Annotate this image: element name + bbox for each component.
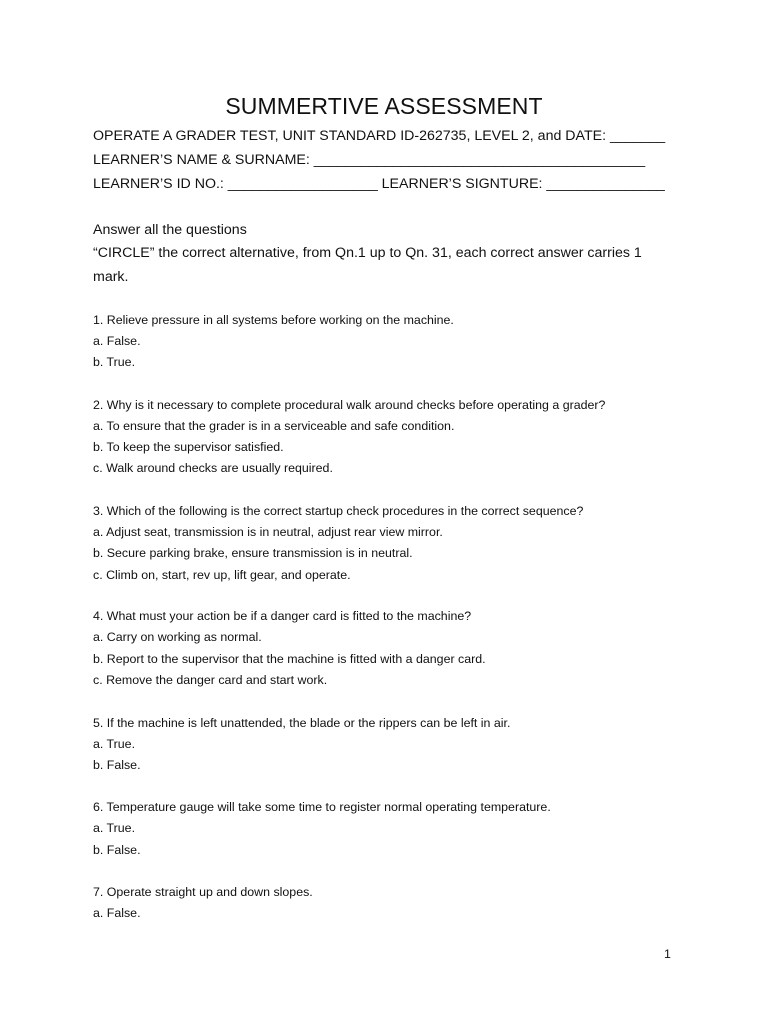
instructions-line: Answer all the questions (93, 222, 247, 238)
question-1-option-b: b. True. (93, 355, 136, 369)
learner-name-line: LEARNER’S NAME & SURNAME: __________________________________________ (93, 152, 646, 168)
question-2-option-a: a. To ensure that the grader is in a serviceable and safe condition. (93, 419, 455, 433)
question-2-option-c: c. Walk around checks are usually required. (93, 461, 333, 475)
question-1: 1. Relieve pressure in all systems before working on the machine. (93, 313, 454, 327)
page-title: SUMMERTIVE ASSESSMENT (225, 93, 543, 119)
question-6-option-a: a. True. (93, 821, 136, 835)
question-1-option-a: a. False. (93, 334, 141, 348)
question-5-option-b: b. False. (93, 758, 141, 772)
question-3-option-c: c. Climb on, start, rev up, lift gear, and operate. (93, 568, 351, 582)
question-4-option-b: b. Report to the supervisor that the machine is fitted with a danger card. (93, 652, 486, 666)
question-6-option-b: b. False. (93, 843, 141, 857)
question-4-option-c: c. Remove the danger card and start work. (93, 673, 328, 687)
question-2: 2. Why is it necessary to complete procedural walk around checks before operating a grader? (93, 398, 606, 412)
learner-id-signature-line: LEARNER’S ID NO.: ___________________ LEARNER’S SIGNTURE: _______________ (93, 176, 665, 192)
question-4-option-a: a. Carry on working as normal. (93, 630, 262, 644)
question-4: 4. What must your action be if a danger card is fitted to the machine? (93, 609, 472, 623)
question-6: 6. Temperature gauge will take some time to register normal operating temperature. (93, 800, 551, 814)
unit-standard-line: OPERATE A GRADER TEST, UNIT STANDARD ID-262735, LEVEL 2, and DATE: _______ (93, 128, 666, 144)
question-7-option-a: a. False. (93, 906, 141, 920)
question-3: 3. Which of the following is the correct startup check procedures in the correct sequence? (93, 504, 584, 518)
question-7: 7. Operate straight up and down slopes. (93, 885, 313, 899)
question-3-option-a: a. Adjust seat, transmission is in neutral, adjust rear view mirror. (93, 525, 443, 539)
question-5-option-a: a. True. (93, 737, 136, 751)
question-2-option-b: b. To keep the supervisor satisfied. (93, 440, 284, 454)
question-5: 5. If the machine is left unattended, the blade or the rippers can be left in air. (93, 716, 511, 730)
question-3-option-b: b. Secure parking brake, ensure transmission is in neutral. (93, 546, 413, 560)
page-number: 1 (664, 947, 671, 961)
instructions-circle-line: “CIRCLE” the correct alternative, from Qn.1 up to Qn. 31, each correct answer carries 1 mark. (93, 245, 642, 285)
